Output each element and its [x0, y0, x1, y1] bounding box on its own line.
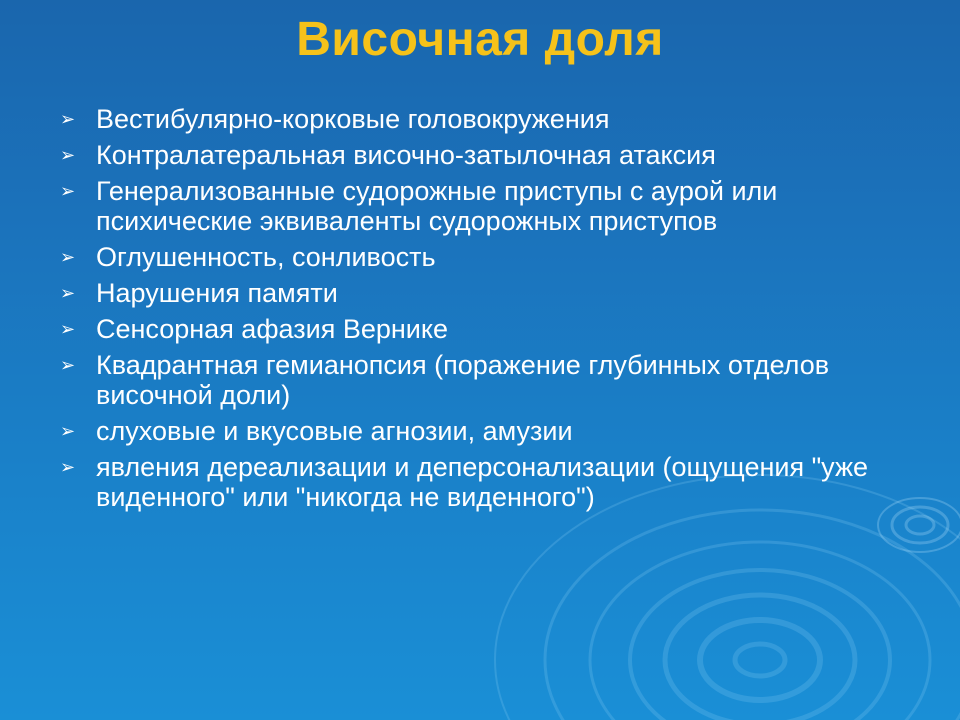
- bullet-item: [60, 314, 920, 344]
- slide-title: Височная доля: [296, 13, 664, 66]
- bullet-item: [60, 278, 920, 308]
- bullet-item: [60, 416, 920, 446]
- bullet-item: [60, 452, 920, 512]
- bullet-text: Нарушения памяти: [96, 278, 338, 308]
- bullet-item: [60, 104, 920, 134]
- bullet-item: [60, 242, 920, 272]
- bullet-text: Квадрантная гемианопсия (поражение глубинных отделов височной доли): [96, 350, 830, 410]
- bullet-text: Оглушенность, сонливость: [96, 242, 436, 272]
- bullet-text: Контралатеральная височно-затылочная атаксия: [96, 140, 716, 170]
- bullet-list: [60, 104, 920, 518]
- chevron-right-icon: ➢: [60, 181, 76, 201]
- chevron-right-icon: ➢: [60, 355, 76, 375]
- bullet-text: явления дереализации и деперсонализации (ощущения "уже виденного" или "никогда не виденного"): [96, 452, 869, 512]
- chevron-right-icon: ➢: [60, 457, 76, 477]
- chevron-right-icon: ➢: [60, 145, 76, 165]
- chevron-right-icon: ➢: [60, 283, 76, 303]
- bullet-item: [60, 350, 920, 410]
- chevron-right-icon: ➢: [60, 109, 76, 129]
- bullet-item: [60, 140, 920, 170]
- chevron-right-icon: ➢: [60, 421, 76, 441]
- chevron-right-icon: ➢: [60, 319, 76, 339]
- bullet-text: слуховые и вкусовые агнозии, амузии: [96, 416, 573, 446]
- bullet-text: Генерализованные судорожные приступы с аурой или психические эквиваленты судорожных приступов: [96, 176, 778, 236]
- bullet-text: Вестибулярно-корковые головокружения: [96, 104, 610, 134]
- bullet-text: Сенсорная афазия Вернике: [96, 314, 449, 344]
- chevron-right-icon: ➢: [60, 247, 76, 267]
- bullet-item: [60, 176, 920, 236]
